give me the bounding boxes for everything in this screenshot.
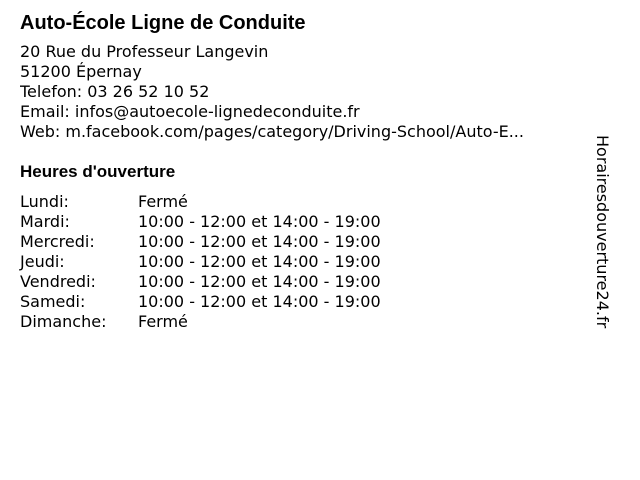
day-label: Lundi: [20,192,69,211]
day-label: Mardi: [20,212,70,231]
day-hours: 10:00 - 12:00 et 14:00 - 19:00 [138,252,381,271]
day-label: Samedi: [20,292,86,311]
day-hours: 10:00 - 12:00 et 14:00 - 19:00 [138,272,381,291]
hours-row-sunday [20,312,600,332]
address-line-2: 51200 Épernay [20,62,142,81]
day-label: Mercredi: [20,232,95,251]
day-label: Dimanche: [20,312,107,331]
day-hours: 10:00 - 12:00 et 14:00 - 19:00 [138,292,381,311]
phone-line [20,82,600,102]
email-line [20,102,600,122]
day-hours: 10:00 - 12:00 et 14:00 - 19:00 [138,232,381,251]
email-label: Email: [20,102,75,121]
web-label: Web: [20,122,66,141]
hours-row-saturday [20,292,600,312]
hours-table [20,192,600,332]
phone-link[interactable]: 03 26 52 10 52 [87,82,210,101]
hours-row-thursday [20,252,600,272]
site-watermark: Horairesdouverture24.fr [593,135,612,329]
phone-label: Telefon: [20,82,88,101]
day-label: Vendredi: [20,272,96,291]
day-hours: Fermé [138,312,188,331]
day-label: Jeudi: [20,252,65,271]
hours-row-wednesday [20,232,600,252]
day-hours: Fermé [138,192,188,211]
web-link[interactable]: m.facebook.com/pages/category/Driving-School/Auto-E... [65,122,524,141]
business-card [20,10,600,332]
hours-row-monday [20,192,600,212]
email-link[interactable]: infos@autoecole-lignedeconduite.fr [74,102,360,121]
hours-row-tuesday [20,212,600,232]
business-name: Auto-École Ligne de Conduite [20,12,306,34]
day-hours: 10:00 - 12:00 et 14:00 - 19:00 [138,212,381,231]
address-line-1: 20 Rue du Professeur Langevin [20,42,269,61]
hours-heading: Heures d'ouverture [20,162,176,181]
web-line [20,122,600,142]
hours-row-friday [20,272,600,292]
